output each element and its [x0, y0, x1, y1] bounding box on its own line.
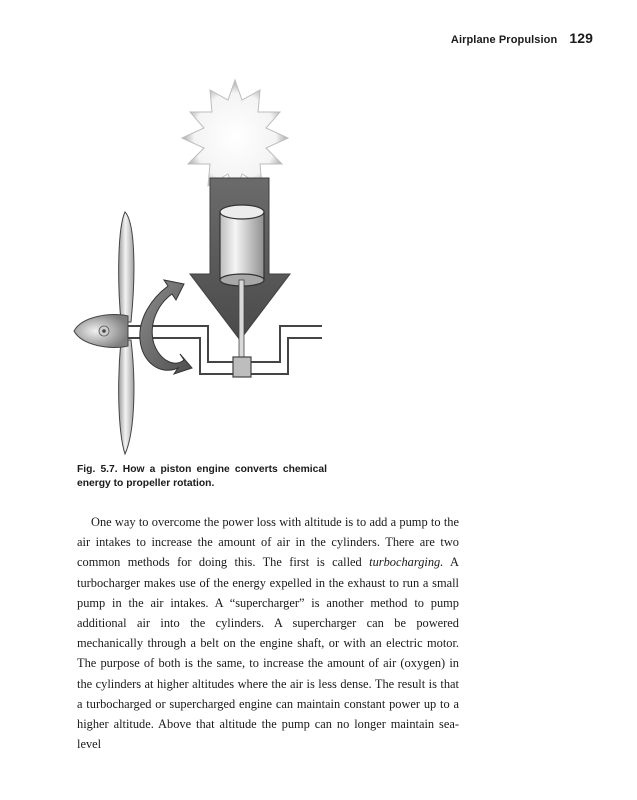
page-number: 129: [569, 30, 593, 46]
cylinder: [220, 205, 264, 286]
figure-caption: [77, 463, 327, 491]
body-paragraph: [77, 512, 459, 754]
piston-engine-figure: [60, 72, 360, 462]
propeller: [74, 212, 134, 454]
caption-text: How a piston engine converts chemical energy to propeller rotation.: [77, 464, 327, 489]
term-turbocharging: turbocharging.: [369, 555, 444, 570]
running-title: Airplane Propulsion: [450, 34, 558, 46]
crankshaft-block: [233, 357, 251, 377]
connecting-rod: [239, 280, 244, 360]
engine-diagram: [60, 72, 360, 462]
energy-burst-icon: [182, 80, 288, 194]
running-head: [451, 30, 593, 46]
body-text-after-term: A turbocharger makes use of the energy expelled in the exhaust to run a small pump in the air intakes. A “supercharger” is another method to pump additional air into the cylinders. A supercharger can be powered mechanically through a belt on the engine shaft, or with an electric motor. The purpose of both is the same, to increase the amount of air (oxygen) in the cylinders at higher altitudes where the air is less dense. The result is that a turbocharged or supercharged engine can maintain constant power up to a higher altitude. Above that altitude the pump can no longer maintain sea-level: [77, 555, 459, 752]
caption-label: Fig. 5.7.: [77, 464, 118, 475]
body-text-before-term: One way to overcome the power loss with altitude is to add a pump to the air intakes to increase the amount of air in the cylinders. There are two common methods for doing this. The first is called: [77, 515, 459, 570]
